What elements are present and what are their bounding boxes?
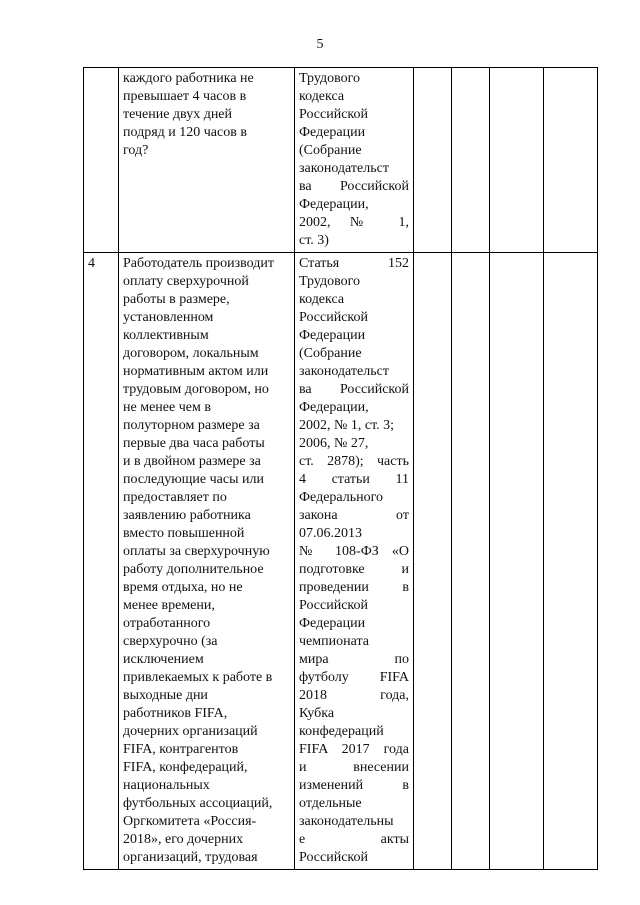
empty-cell xyxy=(452,68,490,253)
question-line: последующие часы или xyxy=(123,472,264,487)
question-cell xyxy=(119,253,295,870)
empty-cell xyxy=(452,253,490,870)
table-row xyxy=(84,68,598,253)
reference-line: мира по xyxy=(299,652,409,667)
reference-line: изменений в xyxy=(299,778,409,793)
reference-line: подготовке и xyxy=(299,562,409,577)
question-line: первые два часа работы xyxy=(123,436,265,451)
reference-line: законодательны xyxy=(299,814,394,829)
reference-line: Кубка xyxy=(299,706,335,721)
question-line: FIFA, контрагентов xyxy=(123,742,239,757)
reference-line: Трудового xyxy=(299,274,360,289)
question-line: превышает 4 часов в xyxy=(123,89,247,104)
reference-line: кодекса xyxy=(299,292,345,307)
question-line: предоставляет по xyxy=(123,490,227,505)
question-line: год? xyxy=(123,143,149,158)
reference-line: законодательст xyxy=(299,161,389,176)
reference-line: Статья 152 xyxy=(299,256,409,271)
reference-line: кодекса xyxy=(299,89,345,104)
question-line: организаций, трудовая xyxy=(123,850,258,865)
question-line: 2018», его дочерних xyxy=(123,832,244,847)
question-line: футбольных ассоциаций, xyxy=(123,796,273,811)
reference-cell xyxy=(295,253,414,870)
reference-line: № 108-ФЗ «О xyxy=(299,544,409,559)
question-line: привлекаемых к работе в xyxy=(123,670,273,685)
reference-line: конфедераций xyxy=(299,724,384,739)
question-line: национальных xyxy=(123,778,210,793)
question-line: выходные дни xyxy=(123,688,208,703)
reference-line: Российской xyxy=(299,107,368,122)
row-number-cell xyxy=(84,253,119,870)
reference-line: Федерации xyxy=(299,616,366,631)
reference-line: ст. 2878); часть xyxy=(299,454,409,469)
question-line: договором, локальным xyxy=(123,346,259,361)
reference-line: ва Российской xyxy=(299,179,409,194)
question-line: менее времени, xyxy=(123,598,215,613)
question-line: каждого работника не xyxy=(123,71,254,86)
question-line: время отдыха, но не xyxy=(123,580,243,595)
reference-line: законодательст xyxy=(299,364,389,379)
reference-line: ва Российской xyxy=(299,382,409,397)
reference-line: 07.06.2013 xyxy=(299,526,362,541)
reference-line: е акты xyxy=(299,832,409,847)
reference-line: чемпионата xyxy=(299,634,369,649)
reference-line: FIFA 2017 года xyxy=(299,742,409,757)
table-row xyxy=(84,253,598,870)
question-line: Работодатель производит xyxy=(123,256,275,271)
question-line: не менее чем в xyxy=(123,400,211,415)
row-number: 4 xyxy=(88,256,95,271)
reference-line: 2002, № 1, xyxy=(299,215,409,230)
reference-line: (Собрание xyxy=(299,346,362,361)
checklist-table xyxy=(83,67,598,870)
question-line: нормативным актом или xyxy=(123,364,269,379)
reference-line: закона от xyxy=(299,508,409,523)
question-line: дочерних организаций xyxy=(123,724,258,739)
reference-line: футболу FIFA xyxy=(299,670,409,685)
row-number-cell xyxy=(84,68,119,253)
reference-line: Российской xyxy=(299,310,368,325)
empty-cell xyxy=(544,253,598,870)
question-line: трудовым договором, но xyxy=(123,382,269,397)
question-line: исключением xyxy=(123,652,204,667)
reference-line: 4 статьи 11 xyxy=(299,472,409,487)
question-line: и в двойном размере за xyxy=(123,454,261,469)
reference-line: проведении в xyxy=(299,580,409,595)
reference-line: (Собрание xyxy=(299,143,362,158)
question-line: работников FIFA, xyxy=(123,706,228,721)
page-number: 5 xyxy=(316,37,324,52)
reference-line: Федерального xyxy=(299,490,384,505)
reference-line: Трудового xyxy=(299,71,360,86)
reference-cell xyxy=(295,68,414,253)
question-line: полуторном размере за xyxy=(123,418,260,433)
reference-line: 2018 года, xyxy=(299,688,409,703)
question-line: коллективным xyxy=(123,328,209,343)
reference-line: и внесении xyxy=(299,760,409,775)
reference-line: Федерации, xyxy=(299,197,369,212)
question-line: FIFA, конфедераций, xyxy=(123,760,248,775)
question-line: вместо повышенной xyxy=(123,526,245,541)
reference-line: 2002, № 1, ст. 3; xyxy=(299,418,395,433)
reference-line: отдельные xyxy=(299,796,362,811)
empty-cell xyxy=(414,253,452,870)
reference-line: 2006, № 27, xyxy=(299,436,369,451)
empty-cell xyxy=(490,68,544,253)
empty-cell xyxy=(414,68,452,253)
question-line: течение двух дней xyxy=(123,107,233,122)
question-line: заявлению работника xyxy=(123,508,251,523)
reference-line: Российской xyxy=(299,850,368,865)
reference-line: ст. 3) xyxy=(299,233,329,248)
question-line: отработанного xyxy=(123,616,211,631)
reference-line: Федерации xyxy=(299,328,366,343)
question-cell xyxy=(119,68,295,253)
reference-line: Федерации, xyxy=(299,400,369,415)
question-line: оплату сверхурочной xyxy=(123,274,249,289)
reference-line: Российской xyxy=(299,598,368,613)
question-line: Оргкомитета «Россия- xyxy=(123,814,257,829)
question-line: работу дополнительное xyxy=(123,562,264,577)
question-line: подряд и 120 часов в xyxy=(123,125,247,140)
question-line: оплаты за сверхурочную xyxy=(123,544,270,559)
empty-cell xyxy=(490,253,544,870)
empty-cell xyxy=(544,68,598,253)
question-line: установленном xyxy=(123,310,214,325)
question-line: работы в размере, xyxy=(123,292,230,307)
reference-line: Федерации xyxy=(299,125,366,140)
question-line: сверхурочно (за xyxy=(123,634,218,649)
